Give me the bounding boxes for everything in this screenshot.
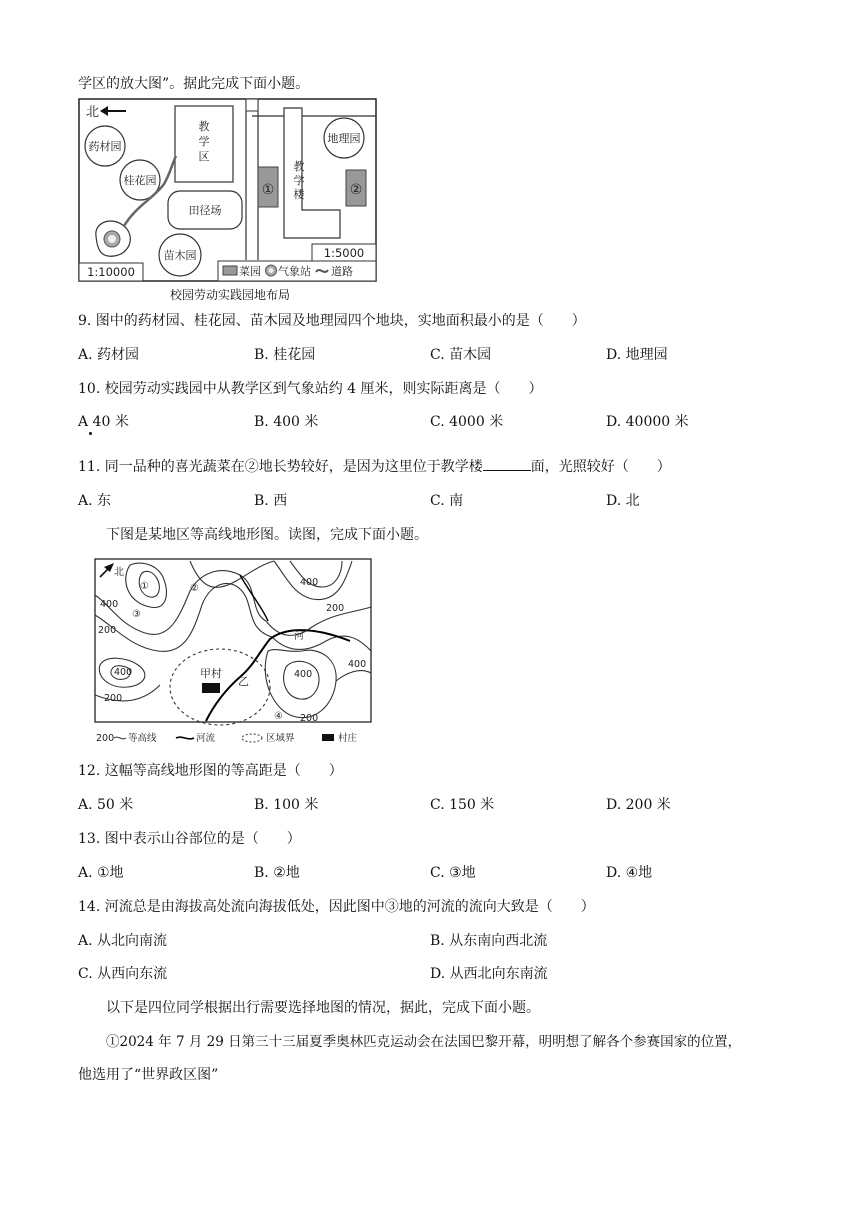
q12-option-b[interactable]: B. 100 米 — [254, 797, 319, 813]
legend-weather: 气象站 — [278, 265, 311, 278]
q9-stem: 9. 图中的药材园、桂花园、苗木园及地理园四个地块，实地面积最小的是（ ） — [78, 313, 586, 329]
q9-option-d[interactable]: D. 地理园 — [606, 347, 668, 363]
mark-1: ① — [261, 182, 275, 198]
legend-contour-value: 200 — [96, 733, 115, 744]
legend-village: 村庄 — [338, 733, 358, 744]
yi-label: 乙 — [238, 675, 249, 688]
q14-option-a[interactable]: A. 从北向南流 — [78, 933, 168, 949]
q14-option-b[interactable]: B. 从东南向西北流 — [430, 933, 548, 949]
legend-veg-swatch — [223, 266, 237, 275]
dili-label: 地理园 — [327, 132, 361, 145]
q12-stem: 12. 这幅等高线地形图的等高距是（ ） — [78, 763, 343, 779]
guihua-label: 桂花园 — [123, 174, 157, 187]
q12-option-c[interactable]: C. 150 米 — [430, 797, 495, 813]
answer-blank — [483, 458, 531, 471]
svg-text:200: 200 — [326, 603, 345, 614]
q9-option-a[interactable]: A. 药材园 — [78, 347, 140, 363]
svg-text:400: 400 — [100, 599, 119, 610]
svg-text:400: 400 — [294, 669, 313, 680]
q13-stem: 13. 图中表示山谷部位的是（ ） — [78, 831, 301, 847]
legend-river: 河流 — [196, 733, 216, 744]
svg-text:200: 200 — [98, 625, 117, 636]
q13-option-c[interactable]: C. ③地 — [430, 865, 476, 881]
map1-caption: 校园劳动实践园地布局 — [170, 288, 291, 302]
scale-right: 1:5000 — [323, 246, 365, 260]
mark-2-contour: ② — [190, 583, 199, 594]
scale-left: 1:10000 — [87, 265, 135, 279]
legend-weather-icon — [266, 265, 277, 276]
legend-river-icon — [176, 737, 194, 739]
legend-region: 区域界 — [266, 733, 295, 744]
north-label: 北 — [86, 105, 100, 120]
q9-option-b[interactable]: B. 桂花园 — [254, 347, 316, 363]
north-label-2: 北 — [114, 567, 124, 578]
svg-text:400: 400 — [300, 577, 319, 588]
yaocai-label: 药材园 — [88, 140, 122, 153]
svg-text:教: 教 — [293, 160, 305, 173]
mark-3-contour: ③ — [132, 609, 141, 620]
q9-option-c[interactable]: C. 苗木园 — [430, 347, 492, 363]
miaomu-label: 苗木园 — [163, 249, 197, 262]
q10-option-d[interactable]: D. 40000 米 — [606, 414, 689, 430]
tianjing-label: 田径场 — [188, 204, 222, 217]
mark-4-contour: ④ — [274, 711, 283, 722]
legend-village-icon — [322, 734, 334, 741]
q14-option-d[interactable]: D. 从西北向东南流 — [430, 966, 548, 982]
svg-text:400: 400 — [114, 667, 133, 678]
legend-veg: 菜园 — [239, 265, 261, 278]
svg-text:400: 400 — [348, 659, 367, 670]
stray-dot — [89, 432, 92, 435]
svg-text:教: 教 — [198, 120, 210, 133]
legend-region-icon — [242, 734, 262, 742]
q13-option-d[interactable]: D. ④地 — [606, 865, 653, 881]
q13-option-b[interactable]: B. ②地 — [254, 865, 300, 881]
svg-text:区: 区 — [198, 150, 210, 163]
q14-option-c[interactable]: C. 从西向东流 — [78, 966, 168, 982]
q11-option-b[interactable]: B. 西 — [254, 493, 288, 509]
q11-option-d[interactable]: D. 北 — [606, 493, 640, 509]
q10-option-c[interactable]: C. 4000 米 — [430, 414, 504, 430]
contour-map — [90, 555, 376, 747]
village-label: 甲村 — [200, 667, 222, 680]
q10-stem: 10. 校园劳动实践园中从教学区到气象站约 4 厘米，则实际距离是（ ） — [78, 381, 543, 397]
svg-text:学: 学 — [293, 174, 305, 187]
intro3-text: 以下是四位同学根据出行需要选择地图的情况，据此，完成下面小题。 — [106, 1000, 540, 1016]
mark-2: ② — [349, 182, 363, 198]
q12-option-d[interactable]: D. 200 米 — [606, 797, 671, 813]
svg-text:学: 学 — [198, 135, 210, 148]
village-icon — [202, 683, 220, 693]
q10-option-a[interactable]: A 40 米 — [78, 414, 129, 430]
river-label: 河 — [294, 631, 304, 642]
campus-garden-map — [78, 98, 378, 288]
q13-option-a[interactable]: A. ①地 — [78, 865, 124, 881]
weather-station-icon — [104, 231, 120, 247]
svg-text:200: 200 — [300, 713, 319, 724]
q14-stem: 14. 河流总是由海拔高处流向海拔低处，因此图中③地的河流的流向大致是（ ） — [78, 899, 595, 915]
intro-text: 学区的放大图”。据此完成下面小题。 — [78, 76, 310, 92]
para1-line1: ①2024 年 7 月 29 日第三十三届夏季奥林匹克运动会在法国巴黎开幕，明明想了解各个参赛国家的位置， — [106, 1034, 742, 1050]
legend-contour: 等高线 — [128, 733, 157, 744]
q11-stem: 11. 同一品种的喜光蔬菜在②地长势较好，是因为这里位于教学楼 面，光照较好（ ） — [78, 459, 671, 475]
svg-text:楼: 楼 — [293, 188, 305, 201]
q11-option-c[interactable]: C. 南 — [430, 493, 464, 509]
q10-option-b[interactable]: B. 400 米 — [254, 414, 319, 430]
para1-line2: 他选用了“世界政区图” — [78, 1067, 219, 1083]
legend-road: 道路 — [331, 265, 353, 278]
svg-text:200: 200 — [104, 693, 123, 704]
q12-option-a[interactable]: A. 50 米 — [78, 797, 134, 813]
mark-1-contour: ① — [140, 581, 149, 592]
q11-option-a[interactable]: A. 东 — [78, 493, 112, 509]
intro2-text: 下图是某地区等高线地形图。读图，完成下面小题。 — [106, 527, 428, 543]
